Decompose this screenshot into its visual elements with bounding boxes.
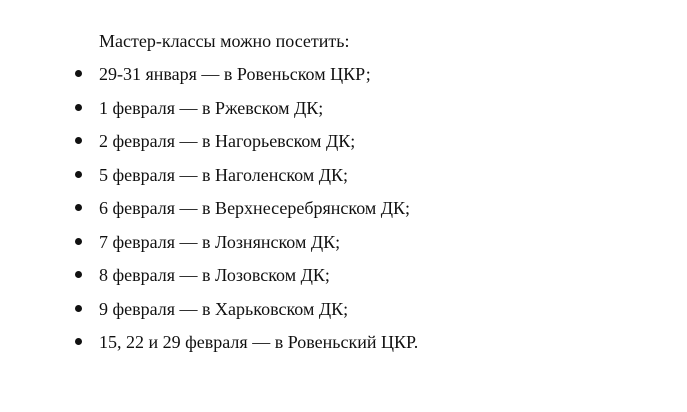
bullet-icon — [75, 238, 82, 245]
bullet-icon — [75, 137, 82, 144]
bullet-icon — [75, 271, 82, 278]
list-item-text: 29-31 января — в Ровеньском ЦКР; — [99, 64, 371, 84]
list-item-text: 8 февраля — в Лозовском ДК; — [99, 265, 330, 285]
intro-text: Мастер-классы можно посетить: — [99, 31, 350, 51]
bullet-icon — [75, 171, 82, 178]
bullet-icon — [75, 338, 82, 345]
list-item-text: 1 февраля — в Ржевском ДК; — [99, 97, 324, 118]
list-item-text: 15, 22 и 29 февраля — в Ровеньский ЦКР. — [99, 332, 419, 352]
bullet-icon — [75, 305, 82, 312]
bullet-icon — [75, 204, 82, 211]
list-item-text: 6 февраля — в Верхнесеребрянском ДК; — [99, 198, 411, 218]
bullet-icon — [75, 70, 82, 77]
list-item-text: 7 февраля — в Лознянском ДК; — [99, 231, 341, 252]
list-item-text: 2 февраля — в Нагорьевском ДК; — [99, 131, 356, 151]
list-item-text: 5 февраля — в Наголенском ДК; — [99, 164, 349, 185]
bullet-icon — [75, 104, 82, 111]
list-item-text: 9 февраля — в Харьковском ДК; — [99, 298, 349, 319]
